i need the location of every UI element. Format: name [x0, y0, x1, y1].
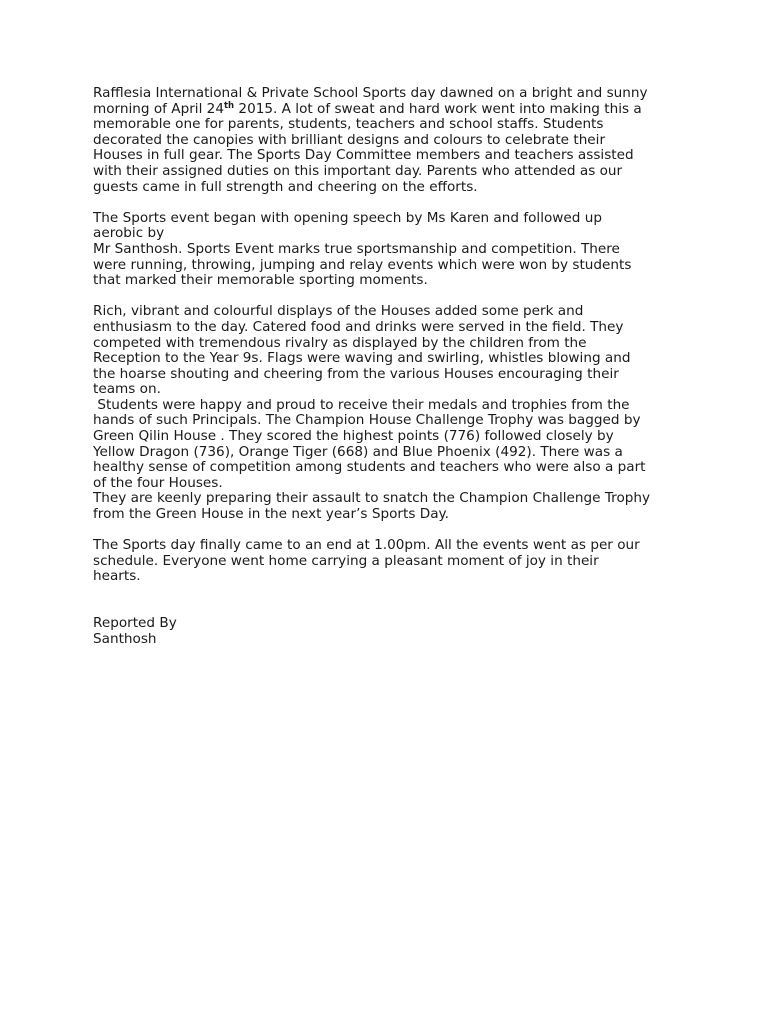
paragraph-spacer	[93, 195, 693, 211]
text-line: The Sports day finally came to an end at 1.00pm. All the events went as per our	[93, 537, 640, 554]
paragraph-spacer	[93, 289, 693, 305]
paragraph-displays	[93, 304, 693, 522]
text-line: hands of such Principals. The Champion House Challenge Trophy was bagged by	[93, 412, 641, 429]
document-body	[93, 86, 693, 647]
text-line: were running, throwing, jumping and relay events which were won by students	[93, 256, 632, 273]
paragraph-events	[93, 211, 693, 289]
text-line: Houses in full gear. The Sports Day Committee members and teachers assisted	[93, 147, 634, 164]
paragraph-opening	[93, 86, 693, 195]
text-line: teams on.	[93, 381, 161, 398]
text-line: Yellow Dragon (736), Orange Tiger (668) and Blue Phoenix (492). There was a	[93, 443, 623, 460]
reporter-name: Santhosh	[93, 630, 157, 647]
paragraph-closing	[93, 538, 693, 585]
text-line: The Sports event began with opening speech by Ms Karen and followed up	[93, 209, 602, 226]
text-line: enthusiasm to the day. Catered food and drinks were served in the field. They	[93, 318, 624, 335]
text-line: Mr Santhosh. Sports Event marks true sportsmanship and competition. There	[93, 240, 620, 257]
text-line: Students were happy and proud to receive their medals and trophies from the	[93, 396, 630, 413]
text-line: memorable one for parents, students, teachers and school staffs. Students	[93, 116, 604, 133]
text-span: morning of April 24	[93, 100, 224, 117]
text-line: schedule. Everyone went home carrying a pleasant moment of joy in their	[93, 552, 599, 569]
text-line: Reception to the Year 9s. Flags were waving and swirling, whistles blowing and	[93, 350, 631, 367]
text-line: hearts.	[93, 568, 141, 585]
text-span: 2015. A lot of sweat and hard work went into making this a	[234, 100, 642, 117]
text-line: of the four Houses.	[93, 474, 223, 491]
text-line	[93, 102, 693, 118]
ordinal-superscript: th	[223, 100, 235, 111]
text-line: guests came in full strength and cheering on the efforts.	[93, 178, 478, 195]
text-line: Rafflesia International & Private School Sports day dawned on a bright and sunny	[93, 85, 648, 101]
text-line: Green Qilin House . They scored the highest points (776) followed closely by	[93, 428, 614, 445]
text-line: that marked their memorable sporting moments.	[93, 272, 428, 289]
text-line: competed with tremendous rivalry as displayed by the children from the	[93, 334, 587, 351]
text-line: from the Green House in the next year’s Sports Day.	[93, 506, 449, 523]
text-line: aerobic by	[93, 225, 165, 242]
text-line: decorated the canopies with brilliant designs and colours to celebrate their	[93, 131, 606, 148]
reported-by-label: Reported By	[93, 615, 177, 632]
text-line: Rich, vibrant and colourful displays of the Houses added some perk and	[93, 303, 584, 320]
text-line: with their assigned duties on this important day. Parents who attended as our	[93, 162, 623, 179]
paragraph-spacer	[93, 523, 693, 539]
text-line: They are keenly preparing their assault to snatch the Champion Challenge Trophy	[93, 490, 651, 507]
signature-block	[93, 616, 693, 647]
text-line: the hoarse shouting and cheering from the various Houses encouraging their	[93, 365, 619, 382]
text-line: healthy sense of competition among students and teachers who were also a part	[93, 459, 646, 476]
paragraph-spacer	[93, 585, 693, 616]
